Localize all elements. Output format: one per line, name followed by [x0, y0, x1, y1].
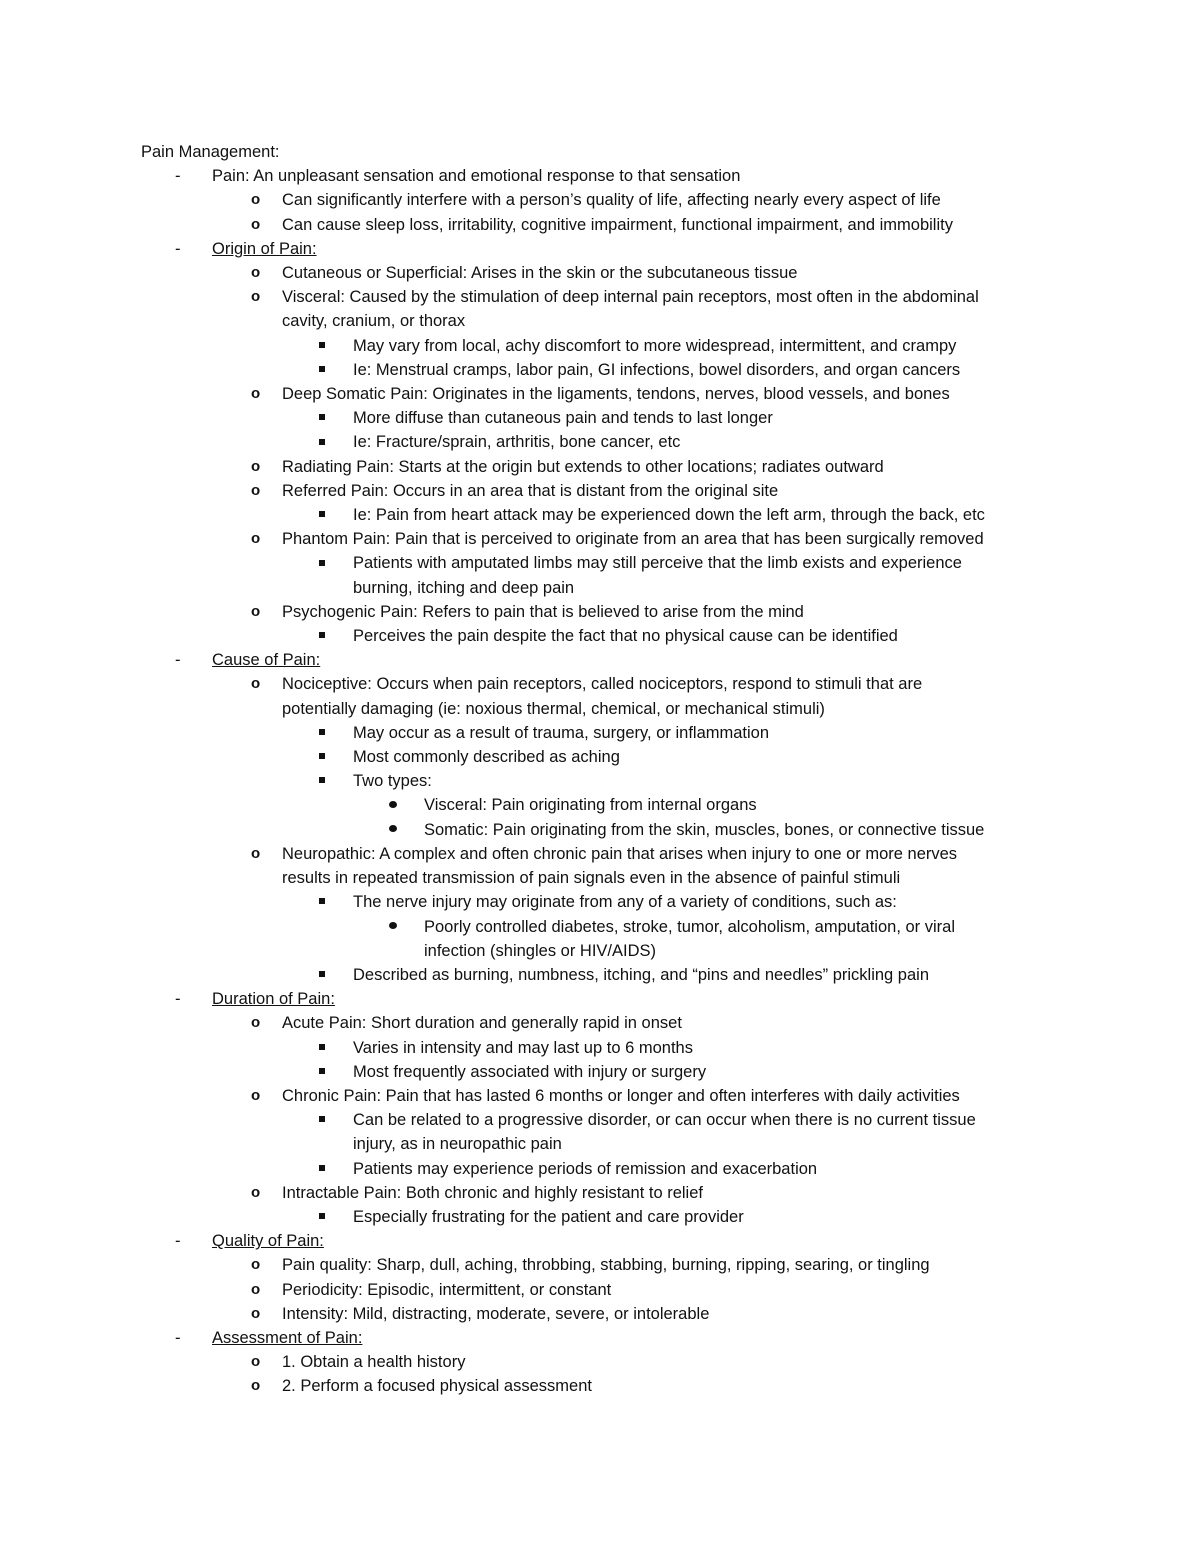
dash-marker: - [175, 990, 181, 1009]
list-item-continuation: injury, as in neuropathic pain [353, 1135, 562, 1154]
list-item: o Pain quality: Sharp, dull, aching, throbbing, stabbing, burning, ripping, searing, or tingling [141, 1253, 1071, 1277]
list-item: Patients with amputated limbs may still perceive that the limb exists and experience [141, 551, 1071, 575]
list-item: May occur as a result of trauma, surgery, or inflammation [141, 721, 1071, 745]
section-heading-origin: - Origin of Pain: [141, 237, 1071, 261]
round-bullet-icon [389, 818, 397, 842]
list-item: o Neuropathic: A complex and often chronic pain that arises when injury to one or more nerves [141, 842, 1071, 866]
circle-bullet-marker: o [251, 844, 261, 862]
square-bullet-icon [319, 551, 325, 575]
dash-marker: - [175, 1328, 181, 1347]
round-bullet-icon [389, 915, 397, 939]
document-title: Pain Management: [141, 143, 280, 161]
list-item: Poorly controlled diabetes, stroke, tumor, alcoholism, amputation, or viral [141, 915, 1071, 939]
list-item: Two types: [141, 769, 1071, 793]
list-item: Visceral: Pain originating from internal organs [141, 793, 1071, 817]
list-item: Patients may experience periods of remission and exacerbation [141, 1157, 1071, 1181]
dash-marker: - [175, 651, 181, 670]
list-item: o Psychogenic Pain: Refers to pain that is believed to arise from the mind [141, 600, 1071, 624]
list-item: o Deep Somatic Pain: Originates in the ligaments, tendons, nerves, blood vessels, and bones [141, 382, 1071, 406]
square-bullet-icon [319, 769, 325, 793]
square-bullet-icon [319, 1036, 325, 1060]
square-bullet-icon [319, 745, 325, 769]
section-heading-quality: - Quality of Pain: [141, 1229, 1071, 1253]
list-item: o Acute Pain: Short duration and generally rapid in onset [141, 1011, 1071, 1035]
list-item: More diffuse than cutaneous pain and tends to last longer [141, 406, 1071, 430]
circle-bullet-marker: o [251, 481, 261, 499]
dash-marker: - [175, 1232, 181, 1251]
list-item-continuation: burning, itching and deep pain [353, 578, 575, 597]
list-item-continuation: infection (shingles or HIV/AIDS) [424, 941, 657, 960]
section-heading-cause: - Cause of Pain: [141, 648, 1071, 672]
list-item: o Radiating Pain: Starts at the origin but extends to other locations; radiates outward [141, 455, 1071, 479]
list-item: o Intractable Pain: Both chronic and highly resistant to relief [141, 1181, 1071, 1205]
list-item-continuation: cavity, cranium, or thorax [282, 312, 466, 331]
list-item: o Referred Pain: Occurs in an area that is distant from the original site [141, 479, 1071, 503]
list-item-continuation: potentially damaging (ie: noxious thermal, chemical, or mechanical stimuli) [282, 699, 825, 718]
circle-bullet-marker: o [251, 385, 261, 403]
circle-bullet-marker: o [251, 215, 261, 233]
notes-outline [141, 140, 1071, 1399]
square-bullet-icon [319, 1060, 325, 1084]
circle-bullet-marker: o [251, 1280, 261, 1298]
list-item: Ie: Fracture/sprain, arthritis, bone cancer, etc [141, 430, 1071, 454]
list-item: o 1. Obtain a health history [141, 1350, 1071, 1374]
list-item: - Pain: An unpleasant sensation and emotional response to that sensation [141, 164, 1071, 188]
list-item: Somatic: Pain originating from the skin, muscles, bones, or connective tissue [141, 818, 1071, 842]
list-item: Perceives the pain despite the fact that no physical cause can be identified [141, 624, 1071, 648]
section-heading-duration: - Duration of Pain: [141, 987, 1071, 1011]
square-bullet-icon [319, 1157, 325, 1181]
circle-bullet-marker: o [251, 602, 261, 620]
list-item: o 2. Perform a focused physical assessment [141, 1374, 1071, 1398]
square-bullet-icon [319, 890, 325, 914]
circle-bullet-marker: o [251, 191, 261, 209]
dash-marker: - [175, 239, 181, 258]
circle-bullet-marker: o [251, 288, 261, 306]
section-heading-assessment: - Assessment of Pain: [141, 1326, 1071, 1350]
list-item: May vary from local, achy discomfort to more widespread, intermittent, and crampy [141, 334, 1071, 358]
list-item: Most commonly described as aching [141, 745, 1071, 769]
square-bullet-icon [319, 430, 325, 454]
circle-bullet-marker: o [251, 1183, 261, 1201]
list-item: Can be related to a progressive disorder, or can occur when there is no current tissue [141, 1108, 1071, 1132]
circle-bullet-marker: o [251, 1377, 261, 1395]
circle-bullet-marker: o [251, 457, 261, 475]
list-item: Varies in intensity and may last up to 6 months [141, 1036, 1071, 1060]
circle-bullet-marker: o [251, 675, 261, 693]
list-item: o Visceral: Caused by the stimulation of deep internal pain receptors, most often in the abdominal [141, 285, 1071, 309]
circle-bullet-marker: o [251, 1086, 261, 1104]
list-item: o Can significantly interfere with a person’s quality of life, affecting nearly every aspect of life [141, 188, 1071, 212]
list-item: o Periodicity: Episodic, intermittent, or constant [141, 1278, 1071, 1302]
list-item: Especially frustrating for the patient and care provider [141, 1205, 1071, 1229]
list-item: Ie: Menstrual cramps, labor pain, GI infections, bowel disorders, and organ cancers [141, 358, 1071, 382]
square-bullet-icon [319, 1108, 325, 1132]
list-item: The nerve injury may originate from any of a variety of conditions, such as: [141, 890, 1071, 914]
list-item: o Chronic Pain: Pain that has lasted 6 months or longer and often interferes with daily activities [141, 1084, 1071, 1108]
square-bullet-icon [319, 624, 325, 648]
list-item: o Phantom Pain: Pain that is perceived to originate from an area that has been surgically removed [141, 527, 1071, 551]
list-item: Most frequently associated with injury or surgery [141, 1060, 1071, 1084]
square-bullet-icon [319, 721, 325, 745]
list-item: o Cutaneous or Superficial: Arises in the skin or the subcutaneous tissue [141, 261, 1071, 285]
square-bullet-icon [319, 1205, 325, 1229]
dash-marker: - [175, 167, 181, 186]
square-bullet-icon [319, 406, 325, 430]
square-bullet-icon [319, 503, 325, 527]
circle-bullet-marker: o [251, 1304, 261, 1322]
list-item: o Can cause sleep loss, irritability, cognitive impairment, functional impairment, and immobility [141, 213, 1071, 237]
circle-bullet-marker: o [251, 530, 261, 548]
circle-bullet-marker: o [251, 1014, 261, 1032]
list-item: Described as burning, numbness, itching, and “pins and needles” prickling pain [141, 963, 1071, 987]
list-item: Ie: Pain from heart attack may be experienced down the left arm, through the back, etc [141, 503, 1071, 527]
list-item: o Nociceptive: Occurs when pain receptors, called nociceptors, respond to stimuli that are [141, 672, 1071, 696]
circle-bullet-marker: o [251, 264, 261, 282]
list-item-continuation: results in repeated transmission of pain signals even in the absence of painful stimuli [282, 869, 901, 888]
square-bullet-icon [319, 358, 325, 382]
round-bullet-icon [389, 793, 397, 817]
square-bullet-icon [319, 963, 325, 987]
list-item: o Intensity: Mild, distracting, moderate, severe, or intolerable [141, 1302, 1071, 1326]
circle-bullet-marker: o [251, 1353, 261, 1371]
circle-bullet-marker: o [251, 1256, 261, 1274]
square-bullet-icon [319, 334, 325, 358]
